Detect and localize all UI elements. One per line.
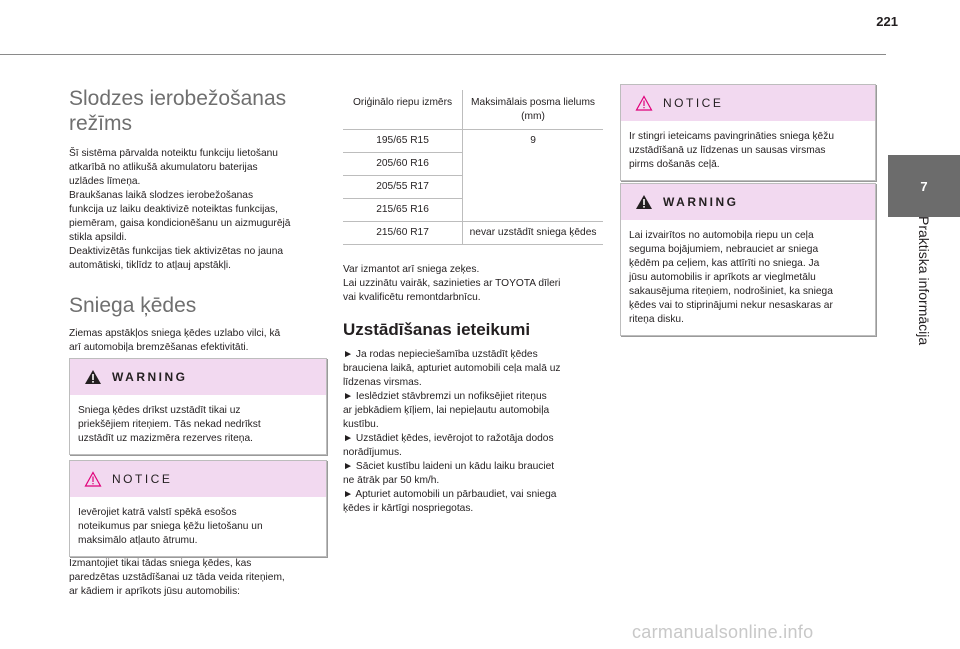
notice-header (621, 85, 875, 121)
table-header-row (343, 90, 603, 130)
text-line: ► Ja rodas nepieciešamība uzstādīt ķēdes (343, 349, 538, 360)
installation-steps (343, 348, 603, 516)
text-line: atkarībā no atlikušā akumulatoru baterijas (69, 162, 258, 173)
chapter-tab: 7 (888, 155, 960, 217)
text-line: ķēdes vai to stiprinājumi nekur nesaskaras ar (629, 300, 833, 311)
notice-box-regulations (69, 460, 327, 557)
text-line: uzstādīšanā uz līdzenas un sausas virsmas (629, 145, 826, 156)
text-line: ķēdēm pa ceļiem, kas attīrīti no sniega. Ja (629, 258, 820, 269)
text-line: kustību. (343, 419, 379, 430)
text-line: automātiski, tiklīdz to atļauj apstākļi. (69, 260, 231, 271)
max-size-cell: 9 (463, 130, 603, 222)
text-line: piemēram, gaisa kondicionēšanu un aizmugurējā (69, 218, 291, 229)
text-line: vai kvalificētu remontdarbnīcu. (343, 292, 481, 303)
notice-icon (84, 471, 102, 487)
notice-label: NOTICE (112, 472, 173, 486)
chapter-title-text: Praktiska informācija (916, 216, 932, 346)
text-line: arī automobiļa bremzēšanas efektivitāti. (69, 342, 249, 353)
tyre-size-table (343, 90, 603, 245)
text-line: ► Apturiet automobili un pārbaudiet, vai sniega (343, 489, 557, 500)
warning-icon (84, 369, 102, 385)
warning-label: WARNING (112, 370, 188, 384)
warning-box-cleared-roads (620, 183, 876, 336)
text-line: ķēdes ir kārtīgi nospriegotas. (343, 503, 474, 514)
tyre-size-cell: 205/55 R17 (343, 176, 463, 199)
text-line: norādījumus. (343, 447, 402, 458)
warning-header (70, 359, 326, 395)
warning-text (621, 220, 875, 335)
tyre-size-cell: 205/60 R16 (343, 153, 463, 176)
text-line: maksimālo atļauto ātrumu. (78, 535, 198, 546)
text-line: sakausējuma riteņiem, nodrošiniet, ka sniega (629, 286, 833, 297)
tyre-size-cell: 195/65 R15 (343, 130, 463, 153)
text-line: ► Uzstādiet ķēdes, ievērojot to ražotāja dodos (343, 433, 554, 444)
text-line: ne ātrāk par 50 km/h. (343, 475, 440, 486)
text-line: seguma bojājumiem, nebrauciet ar sniega (629, 244, 819, 255)
watermark: carmanualsonline.info (632, 622, 814, 642)
text-line: līdzenas virsmas. (343, 377, 422, 388)
page-number: 221 (876, 14, 898, 29)
text-line: Ievērojiet katrā valstī spēkā esošos (78, 507, 237, 518)
text-line: ► Sāciet kustību laideni un kādu laiku brauciet (343, 461, 555, 472)
warning-header (621, 184, 875, 220)
text-line: ar kādiem ir aprīkots jūsu automobilis: (69, 586, 240, 597)
text-line: priekšējiem riteņiem. Tās nekad nedrīkst (78, 419, 261, 430)
load-shedding-text (69, 147, 327, 273)
heading-installation-advice: Uzstādīšanas ieteikumi (343, 320, 531, 339)
text-line: riteņa disku. (629, 314, 684, 325)
table-row (343, 130, 603, 153)
tyre-size-cell: 215/65 R16 (343, 199, 463, 222)
text-line: Ziemas apstākļos sniega ķēdes uzlabo vilci, kā (69, 328, 281, 339)
heading-snow-chains: Sniega ķēdes (69, 294, 197, 317)
warning-icon (635, 194, 653, 210)
notice-icon (635, 95, 653, 111)
heading-load-shedding: Slodzes ierobežošanas režīms (69, 87, 287, 135)
notice-header (70, 461, 326, 497)
tyre-size-cell: 215/60 R17 (343, 222, 463, 245)
text-line: Izmantojiet tikai tādas sniega ķēdes, kas (69, 558, 252, 569)
text-line: noteikumus par sniega ķēžu lietošanu un (78, 521, 263, 532)
notice-text (70, 497, 326, 556)
notice-box-practice (620, 84, 876, 181)
table-row (343, 222, 603, 245)
header-rule (0, 54, 886, 55)
header-tyre-size: Oriģinālo riepu izmērs (343, 90, 463, 130)
text-line: ► Ieslēdziet stāvbremzi un nofiksējiet riteņus (343, 391, 547, 402)
notice-label: NOTICE (663, 96, 724, 110)
text-line: uzstādīt uz mazizmēra rezerves riteņa. (78, 433, 253, 444)
warning-text (70, 395, 326, 454)
left-column (69, 86, 327, 355)
chapter-title (914, 216, 934, 376)
text-line: Var izmantot arī sniega zeķes. (343, 264, 480, 275)
text-line: Šī sistēma pārvalda noteiktu funkciju lietošanu (69, 148, 278, 159)
chains-usage-text (69, 557, 327, 599)
text-line: uzlādes līmeņa. (69, 176, 141, 187)
max-size-cell: nevar uzstādīt sniega ķēdes (463, 222, 603, 245)
middle-column-text (343, 263, 603, 516)
text-line: Braukšanas laikā slodzes ierobežošanas (69, 190, 254, 201)
text-line: Lai izvairītos no automobiļa riepu un ceļa (629, 230, 814, 241)
snow-chains-intro (69, 327, 327, 355)
warning-box-front-wheels (69, 358, 327, 455)
notice-text (621, 121, 875, 180)
text-line: jūsu automobilis ir aprīkots ar vieglmetālu (629, 272, 816, 283)
text-line: paredzētas uzstādīšanai uz tāda veida riteņiem, (69, 572, 285, 583)
text-line: pirms došanās ceļā. (629, 159, 720, 170)
text-line: stikla apsildi. (69, 232, 127, 243)
text-line: Deaktivizētās funkcijas tiek aktivizētas no jauna (69, 246, 284, 257)
text-line: Sniega ķēdes drīkst uzstādīt tikai uz (78, 405, 241, 416)
text-line: Ir stingri ieteicams pavingrināties sniega ķēžu (629, 131, 834, 142)
text-line: ar jebkādiem ķīļiem, lai nepieļautu automobiļa (343, 405, 550, 416)
text-line: brauciena laikā, apturiet automobili ceļa malā uz (343, 363, 561, 374)
warning-label: WARNING (663, 195, 739, 209)
text-line: funkcija uz laiku deaktivizē noteiktas funkcijas, (69, 204, 278, 215)
header-max-link-size: Maksimālais posma lielums (mm) (463, 90, 603, 130)
text-line: Lai uzzinātu vairāk, sazinieties ar TOYOTA dīleri (343, 278, 561, 289)
